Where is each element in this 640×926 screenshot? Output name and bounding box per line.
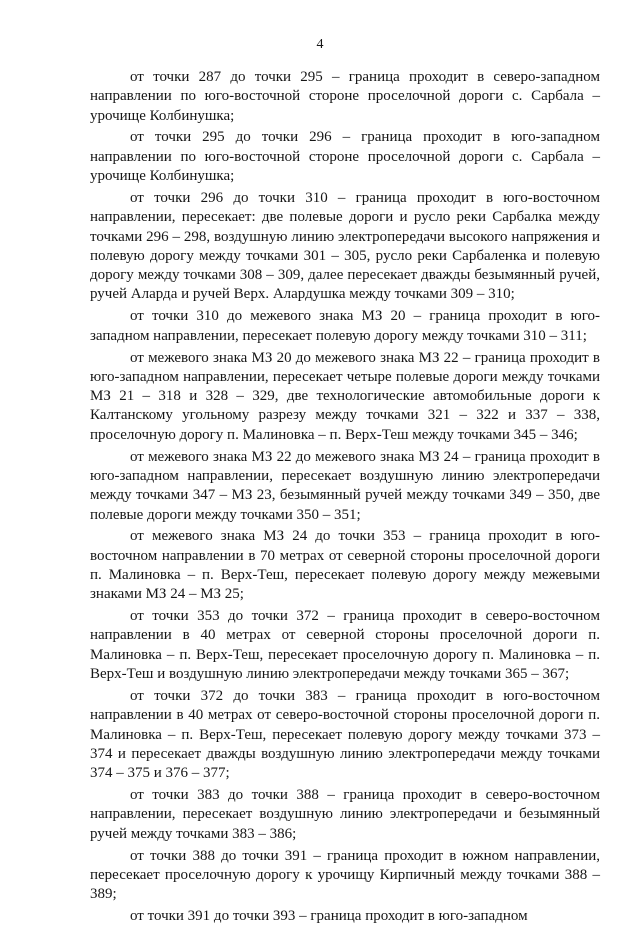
paragraph-388-391: от точки 388 до точки 391 – граница проходит в южном направлении, пересекает проселочную дорогу к урочищу Кирпичный между точками 388 – 389; [90, 847, 600, 903]
document-body [90, 68, 600, 926]
paragraph-391-393: от точки 391 до точки 393 – граница проходит в юго-западном [130, 908, 528, 924]
paragraph-287-295: от точки 287 до точки 295 – граница проходит в северо-западном направлении по юго-восточной стороне проселочной дороги с. Сарбала – урочище Колбинушка; [90, 69, 600, 124]
paragraph-353-372: от точки 353 до точки 372 – граница проходит в северо-восточном направлении в 40 метрах от северной стороны проселочной дороги п. Малиновка – п. Верх-Теш, пересекает проселочную дорогу п. Малиновка – п. Верх-Теш и воздушную линию электропередачи между точками 365 – 367; [90, 608, 600, 683]
paragraph-310-mz20: от точки 310 до межевого знака МЗ 20 – граница проходит в юго-западном направлении, пересекает полевую дорогу между точками 310 – 311; [90, 308, 600, 344]
paragraph-296-310: от точки 296 до точки 310 – граница проходит в юго-восточном направлении, пересекает: две полевые дороги и русло реки Сарбалка между точками 296 – 298, воздушную линию электропередачи высокого напряжения и полевую дорогу между точками 301 – 305, русло реки Сарбаленка и полевую дорогу между точками 308 – 309, далее пересекает дважды безымянный ручей, ручей Аларда и ручей Верх. Алардушка между точками 309 – 310; [90, 189, 600, 303]
paragraph-372-383: от точки 372 до точки 383 – граница проходит в юго-восточном направлении в 40 метрах от северо-восточной стороны проселочной дороги п. Малиновка – п. Верх-Теш, пересекает полевую дорогу между точками 373 – 374 и пересекает дважды воздушную линию электропередачи между точками 374 – 375 и 376 – 377; [90, 687, 600, 782]
paragraph-mz24-353: от межевого знака МЗ 24 до точки 353 – граница проходит в юго-восточном направлении в 70 метрах от северной стороны проселочной дороги п. Малиновка – п. Верх-Теш, пересекает полевую дорогу между межевыми знаками МЗ 24 – МЗ 25; [90, 528, 600, 603]
paragraph-383-388: от точки 383 до точки 388 – граница проходит в северо-восточном направлении, пересекает воздушную линию электропередачи и безымянный ручей между точками 383 – 386; [90, 787, 600, 842]
paragraph-295-296: от точки 295 до точки 296 – граница проходит в юго-западном направлении по юго-восточной стороне проселочной дороги с. Сарбала – урочище Колбинушка; [90, 129, 600, 185]
page-number: 4 [316, 37, 324, 52]
paragraph-mz22-mz24: от межевого знака МЗ 22 до межевого знака МЗ 24 – граница проходит в юго-западном направлении, пересекает воздушную линию электропередачи между точками 347 – МЗ 23, безымянный ручей между точками 349 – 350, две полевые дороги между точками 350 – 351; [90, 448, 600, 523]
paragraph-mz20-mz22: от межевого знака МЗ 20 до межевого знака МЗ 22 – граница проходит в юго-западном направлении, пересекает четыре полевые дороги между точками МЗ 21 – 318 и 328 – 329, две технологические автомобильные дороги к Калтанскому угольному разрезу между точками 321 – 322 и 337 – 338, проселочную дорогу п. Малиновка – п. Верх-Теш между точками 345 – 346; [90, 349, 600, 443]
